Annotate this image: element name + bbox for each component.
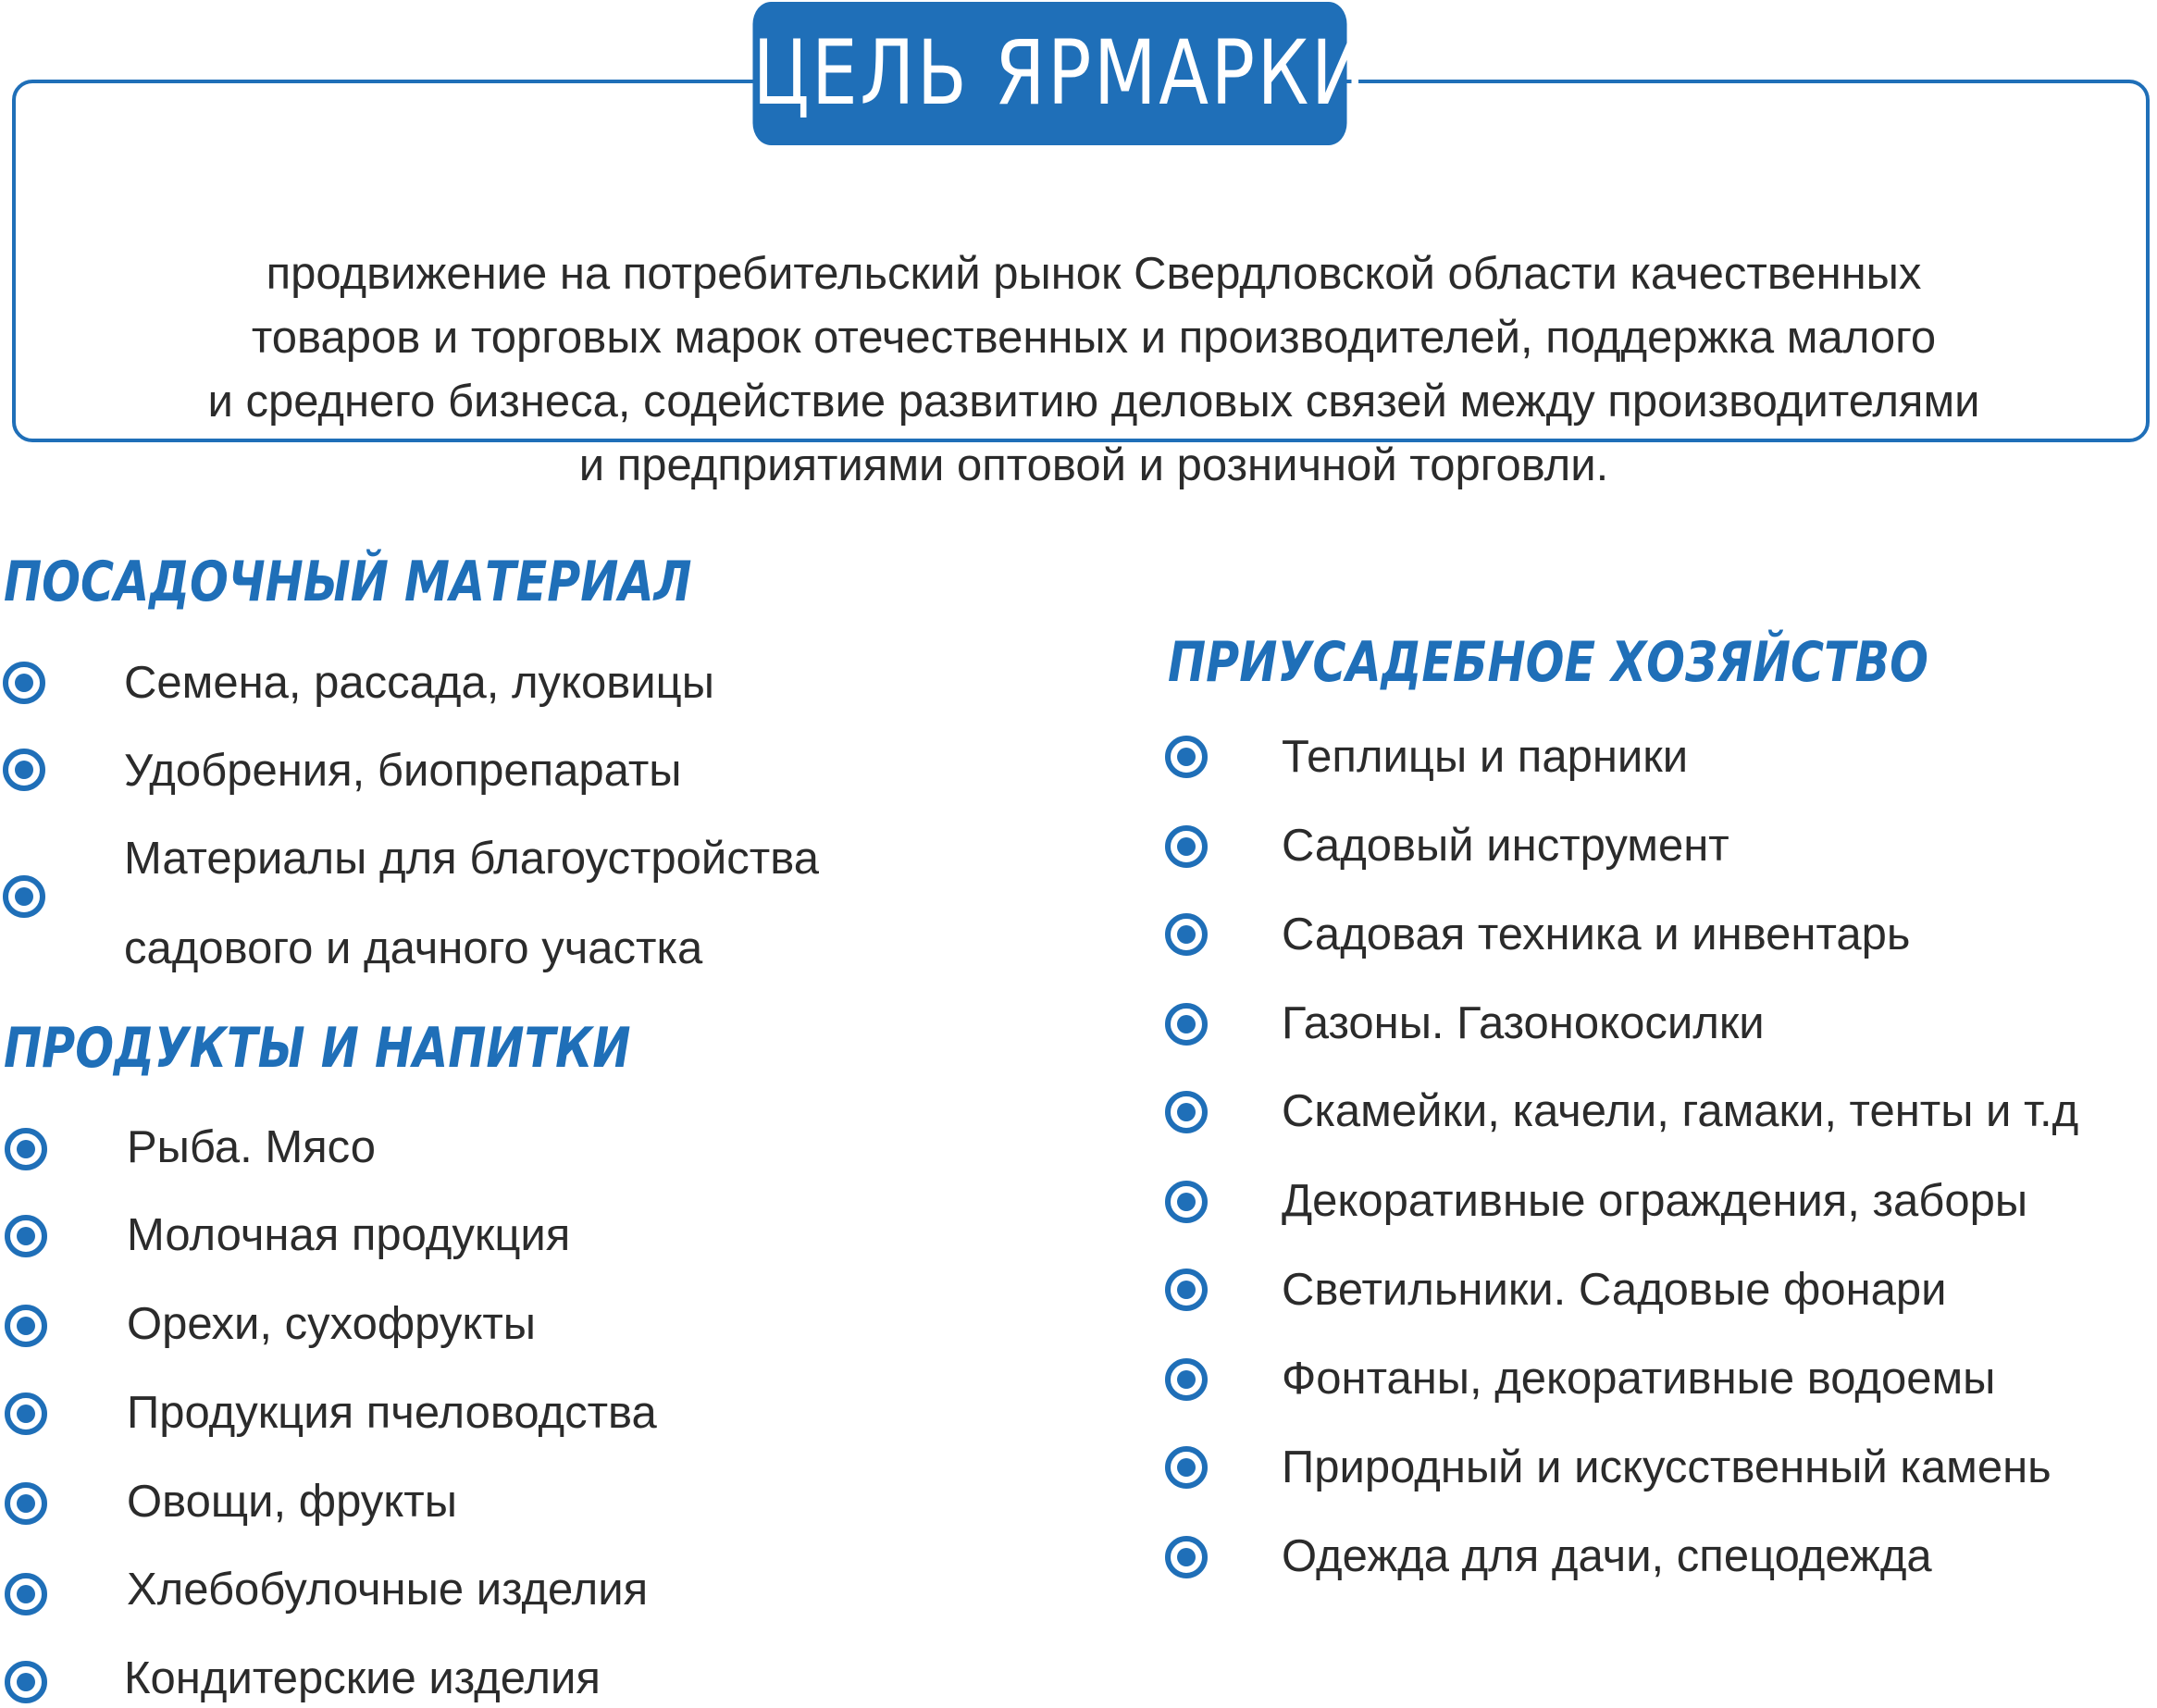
list-item: Рыба. Мясо — [127, 1122, 376, 1172]
radio-bullet-icon — [5, 1661, 47, 1703]
radio-bullet-icon — [1165, 1536, 1208, 1578]
radio-bullet-icon — [1165, 1446, 1208, 1489]
list-item: Садовая техника и инвентарь — [1282, 910, 1911, 959]
radio-bullet-icon — [5, 1128, 47, 1170]
list-item: Овощи, фрукты — [127, 1477, 457, 1527]
list-item: Кондитерские изделия — [124, 1653, 601, 1703]
list-item: Природный и искусственный камень — [1282, 1442, 2052, 1492]
radio-bullet-icon — [3, 875, 45, 918]
radio-bullet-icon — [1165, 1181, 1208, 1223]
list-item: Удобрения, биопрепараты — [124, 746, 682, 796]
list-item: Садовый инструмент — [1282, 821, 1729, 871]
goal-line: товаров и торговых марок отечественных и производителей, поддержка малого — [251, 313, 1937, 363]
section-title-household: ПРИУСАДЕБНОЕ ХОЗЯЙСТВО — [1168, 630, 1928, 695]
goal-title: ЦЕЛЬ ЯРМАРКИ: — [752, 2, 1346, 145]
radio-bullet-icon — [3, 662, 45, 704]
list-item: Газоны. Газонокосилки — [1282, 998, 1765, 1048]
list-item: Материалы для благоустройства — [124, 834, 819, 884]
radio-bullet-icon — [5, 1215, 47, 1257]
goal-line: продвижение на потребительский рынок Свердловской области качественных — [266, 249, 1922, 299]
list-item: Декоративные ограждения, заборы — [1282, 1176, 2028, 1226]
radio-bullet-icon — [5, 1305, 47, 1347]
section-title-planting: ПОСАДОЧНЫЙ МАТЕРИАЛ — [4, 550, 692, 614]
list-item: Теплицы и парники — [1282, 732, 1689, 782]
list-item: Орехи, сухофрукты — [127, 1299, 537, 1349]
list-item: Скамейки, качели, гамаки, тенты и т.д — [1282, 1086, 2079, 1136]
radio-bullet-icon — [1165, 1091, 1208, 1133]
radio-bullet-icon — [3, 749, 45, 791]
radio-bullet-icon — [1165, 1269, 1208, 1311]
goal-line: и предприятиями оптовой и розничной торговли. — [578, 440, 1609, 490]
radio-bullet-icon — [1165, 1358, 1208, 1401]
radio-bullet-icon — [1165, 736, 1208, 778]
radio-bullet-icon — [5, 1482, 47, 1525]
radio-bullet-icon — [5, 1573, 47, 1615]
radio-bullet-icon — [1165, 825, 1208, 868]
section-title-food: ПРОДУКТЫ И НАПИТКИ — [4, 1016, 631, 1081]
list-item: Фонтаны, декоративные водоемы — [1282, 1354, 1996, 1404]
radio-bullet-icon — [1165, 913, 1208, 956]
list-item: Молочная продукция — [127, 1210, 571, 1260]
goal-line: и среднего бизнеса, содействие развитию деловых связей между производителями — [207, 377, 1980, 427]
list-item: Светильники. Садовые фонари — [1282, 1265, 1947, 1315]
list-item-continuation: садового и дачного участка — [124, 923, 703, 973]
radio-bullet-icon — [1165, 1003, 1208, 1046]
radio-bullet-icon — [5, 1392, 47, 1435]
goal-description — [71, 242, 2116, 498]
list-item: Хлебобулочные изделия — [127, 1565, 649, 1615]
list-item: Одежда для дачи, спецодежда — [1282, 1531, 1932, 1581]
list-item: Продукция пчеловодства — [127, 1388, 657, 1438]
list-item: Семена, рассада, луковицы — [124, 658, 714, 708]
